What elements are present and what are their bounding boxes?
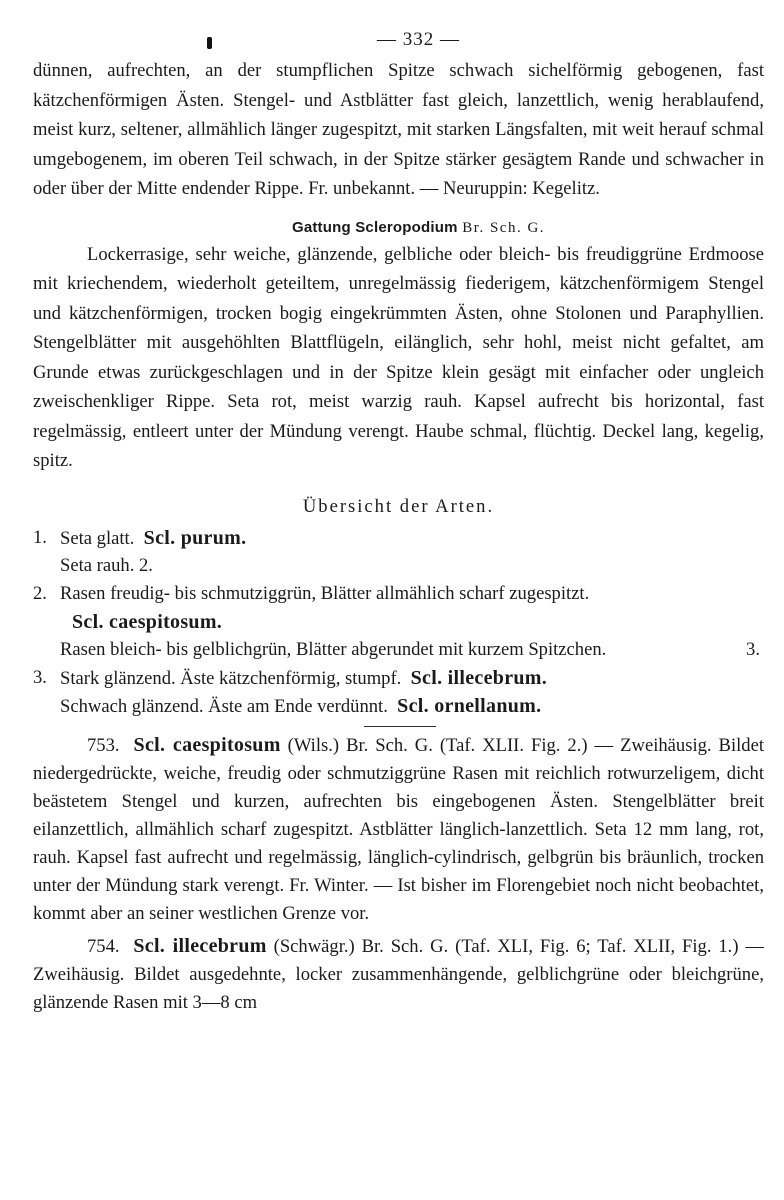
entry-description: Taf. XLII, Fig. 1.) — Zweihäusig. Bildet ausgedehnte, locker zusammenhängende, gelblichgrüne oder bleichgrüne, glänzende Rasen mit 3—8 cm — [33, 935, 765, 1013]
entry-authority: (Wils.) Br. Sch. G. (Taf. XLII. Fig. 2.) — — [287, 734, 614, 756]
key-text: Rasen bleich- bis gelblichgrün, Blätter abgerundet mit kurzem Spitzchen. — [60, 638, 607, 660]
intro-paragraph: dünnen, aufrechten, an der stumpflichen Spitze schwach sichelförmig gebogenen, fast kätzchenförmigen Ästen. Stengel- und Astblätter fast gleich, lanzettlich, wenig herablaufend, meist kurz, seltener, allmählich länger zugespitzt, mit starken Längsfalten, mit weit herauf schmal umgebogenem, im oberen Teil schwach, in der Spitze stärker gesägtem Rande und schwacher in oder über der Mitte endender Rippe. Fr. unbekannt. — Neuruppin: Kegelitz. — [33, 60, 764, 199]
key-row — [33, 636, 764, 664]
species-name: Scl. illecebrum. — [410, 666, 548, 689]
key-row — [33, 664, 764, 692]
entry-text — [33, 932, 764, 1017]
genus-authority: Br. Sch. G. — [462, 219, 546, 236]
genus-description: Lockerrasige, sehr weiche, glänzende, gelbliche oder bleich- bis freudiggrüne Erdmoose mit kriechendem, wiederholt geteiltem, unregelmässig fiederigem, kätzchenförmigem Stengel und kätzchenförmigen, trocken bogig eingekrümmten Ästen, ohne Stolonen und Paraphyllien. Stengelblätter mit ausgehöhlten Blattflügeln, eilänglich, sehr hohl, meist nicht gefaltet, am Grunde etwas zurückgeschlagen und in der Spitze klein gesägt mit einfacher oder ungleich zweischenkliger Rippe. Seta rot, meist warzig rauh. Kapsel aufrecht bis horizontal, fast regelmässig, entleert unter der Mündung verengt. Haube schmal, flüchtig. Deckel lang, kegelig, spitz. — [33, 243, 764, 471]
key-row — [33, 608, 764, 636]
key-number: 1. — [33, 526, 47, 548]
key-number: 3. — [33, 666, 47, 688]
entry-text — [33, 731, 764, 928]
species-key — [33, 524, 764, 720]
key-row — [33, 692, 764, 720]
key-row — [33, 580, 764, 608]
species-name: Scl. illecebrum — [133, 934, 267, 957]
species-entry-754 — [33, 932, 764, 1017]
entry-number: 754. — [87, 935, 120, 957]
species-entry-753 — [33, 731, 764, 928]
overview-title: Übersicht der Arten. — [302, 495, 495, 517]
species-name: Scl. purum. — [143, 526, 247, 549]
key-text: Stark glänzend. Äste kätzchenförmig, stumpf. Scl. illecebrum. — [60, 666, 548, 689]
genus-heading — [33, 214, 764, 240]
entry-number: 753. — [87, 734, 120, 756]
key-text: Seta glatt. Scl. purum. — [60, 526, 247, 549]
book-page — [33, 26, 764, 1017]
genus-label: Gattung Scleropodium — [291, 218, 458, 236]
key-row — [33, 524, 764, 552]
section-divider — [364, 726, 436, 727]
page-number: — 332 — — [377, 29, 460, 50]
key-text: Rasen freudig- bis schmutziggrün, Blätter allmählich scharf zugespitzt. — [60, 582, 590, 604]
entry-description: Zweihäusig. Bildet niedergedrückte, weiche, freudig oder schmutziggrüne Rasen mit reichlich rotwurzeligem, dicht beästetem Stengel und kurzen, aufrechten bis eingebogenen Ästen. Stengelblätter breit eilanzettlich, allmählich scharf zugespitzt. Astblätter länglich-lanzettlich. Seta 12 mm lang, rot, rauh. Kapsel fast aufrecht und regelmässig, länglich-cylindrisch, gelbgrün bis bräunlich, trocken unter der Mündung stark verengt. Fr. Winter. — Ist bisher im Florengebiet noch nicht beobachtet, kommt aber an seiner westlichen Grenze vor. — [33, 734, 764, 924]
entry-authority: (Schwägr.) Br. Sch. G. (Taf. XLI, Fig. 6; — [273, 935, 591, 957]
key-text: Schwach glänzend. Äste am Ende verdünnt. Scl. ornellanum. — [60, 694, 542, 717]
species-name: Scl. caespitosum — [133, 733, 281, 756]
key-reference: 3. — [746, 638, 760, 660]
key-number: 2. — [33, 582, 47, 604]
species-name: Scl. caespitosum. — [72, 610, 223, 633]
key-row — [33, 552, 764, 580]
species-name: Scl. ornellanum. — [397, 694, 542, 717]
key-text: Seta rauh. 2. — [60, 554, 153, 576]
